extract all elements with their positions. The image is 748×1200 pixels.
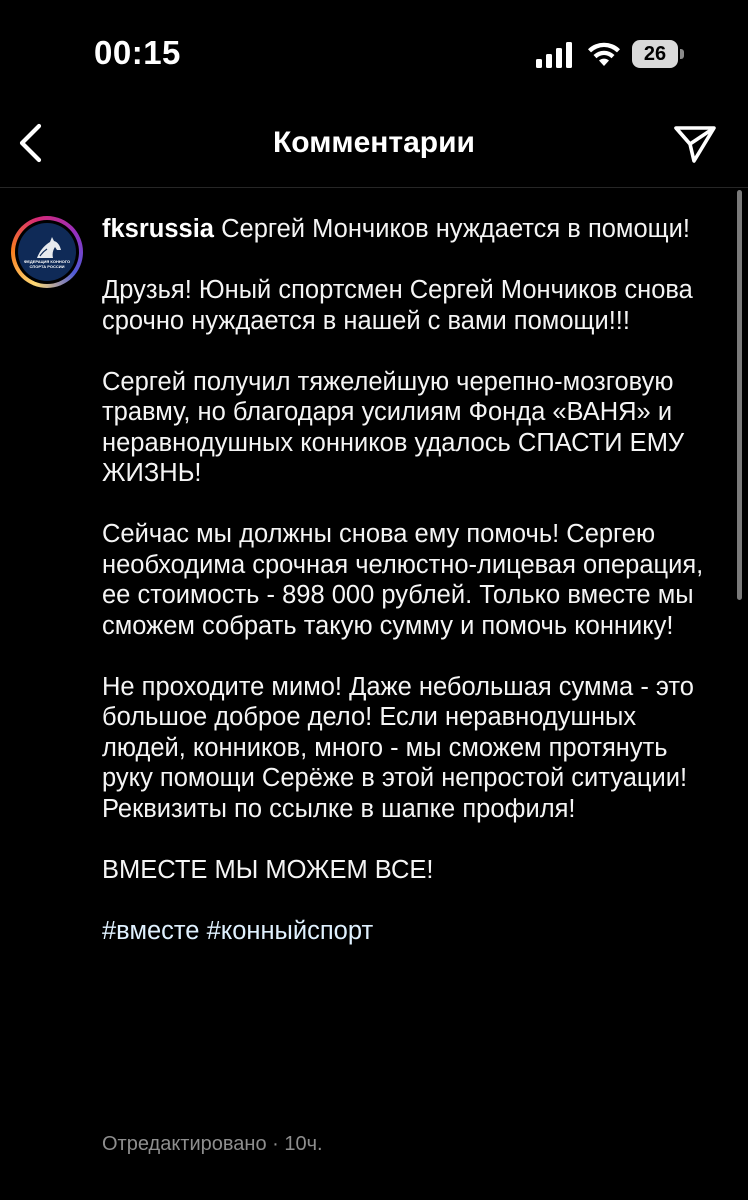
avatar-logo-text: ФЕДЕРАЦИЯ КОННОГО СПОРТА РОССИИ [23, 259, 71, 269]
caption-text [102, 214, 724, 977]
signal-icon [536, 42, 574, 68]
caption-first-paragraph [102, 214, 724, 245]
battery-level: 26 [632, 40, 678, 68]
battery-tip [680, 49, 684, 59]
page-title: Комментарии [272, 126, 476, 159]
status-time: 00:15 [94, 34, 181, 71]
horse-logo-icon [18, 223, 76, 281]
caption-paragraph: Друзья! Юный спортсмен Сергей Мончиков снова срочно нуждается в нашей с вами помощи!!! [102, 276, 693, 335]
caption-paragraph: ВМЕСТЕ МЫ МОЖЕМ ВСЕ! [102, 855, 434, 884]
caption-paragraph: Сергей получил тяжелейшую черепно-мозговую травму, но благодаря усилиям Фонда «ВАНЯ» и неравнодушных конников удалось СПАСТИ ЕМУ ЖИЗНЬ! [102, 367, 685, 487]
caption-first-line: Сергей Мончиков нуждается в помощи! [221, 215, 690, 243]
paper-plane-icon[interactable] [672, 124, 718, 164]
wifi-icon [586, 40, 622, 68]
hashtag-link[interactable]: #вместе [102, 916, 200, 945]
status-bar [0, 0, 748, 100]
hashtags [102, 916, 724, 947]
caption-paragraph: Не проходите мимо! Даже небольшая сумма - это большое доброе дело! Если неравнодушных людей, конников, много - мы сможем протянуть руку помощи Серёже в этой непростой ситуации! Реквизиты по ссылке в шапке профиля! [102, 672, 694, 823]
edited-timestamp: Отредактировано · 10ч. [102, 1133, 323, 1155]
battery-icon [632, 40, 684, 68]
hashtag-link[interactable]: #конныйспорт [206, 916, 374, 945]
avatar-image [18, 223, 76, 281]
username-link[interactable]: fksrussia [102, 215, 214, 243]
header [0, 100, 748, 188]
avatar-ring-gap [15, 220, 79, 284]
scrollbar[interactable] [737, 190, 742, 600]
caption-paragraph: Сейчас мы должны снова ему помочь! Сергею необходима срочная челюстно-лицевая операция, ее стоимость - 898 000 рублей. Только вместе мы сможем собрать такую сумму и помочь коннику! [102, 520, 704, 640]
avatar[interactable] [11, 216, 83, 288]
